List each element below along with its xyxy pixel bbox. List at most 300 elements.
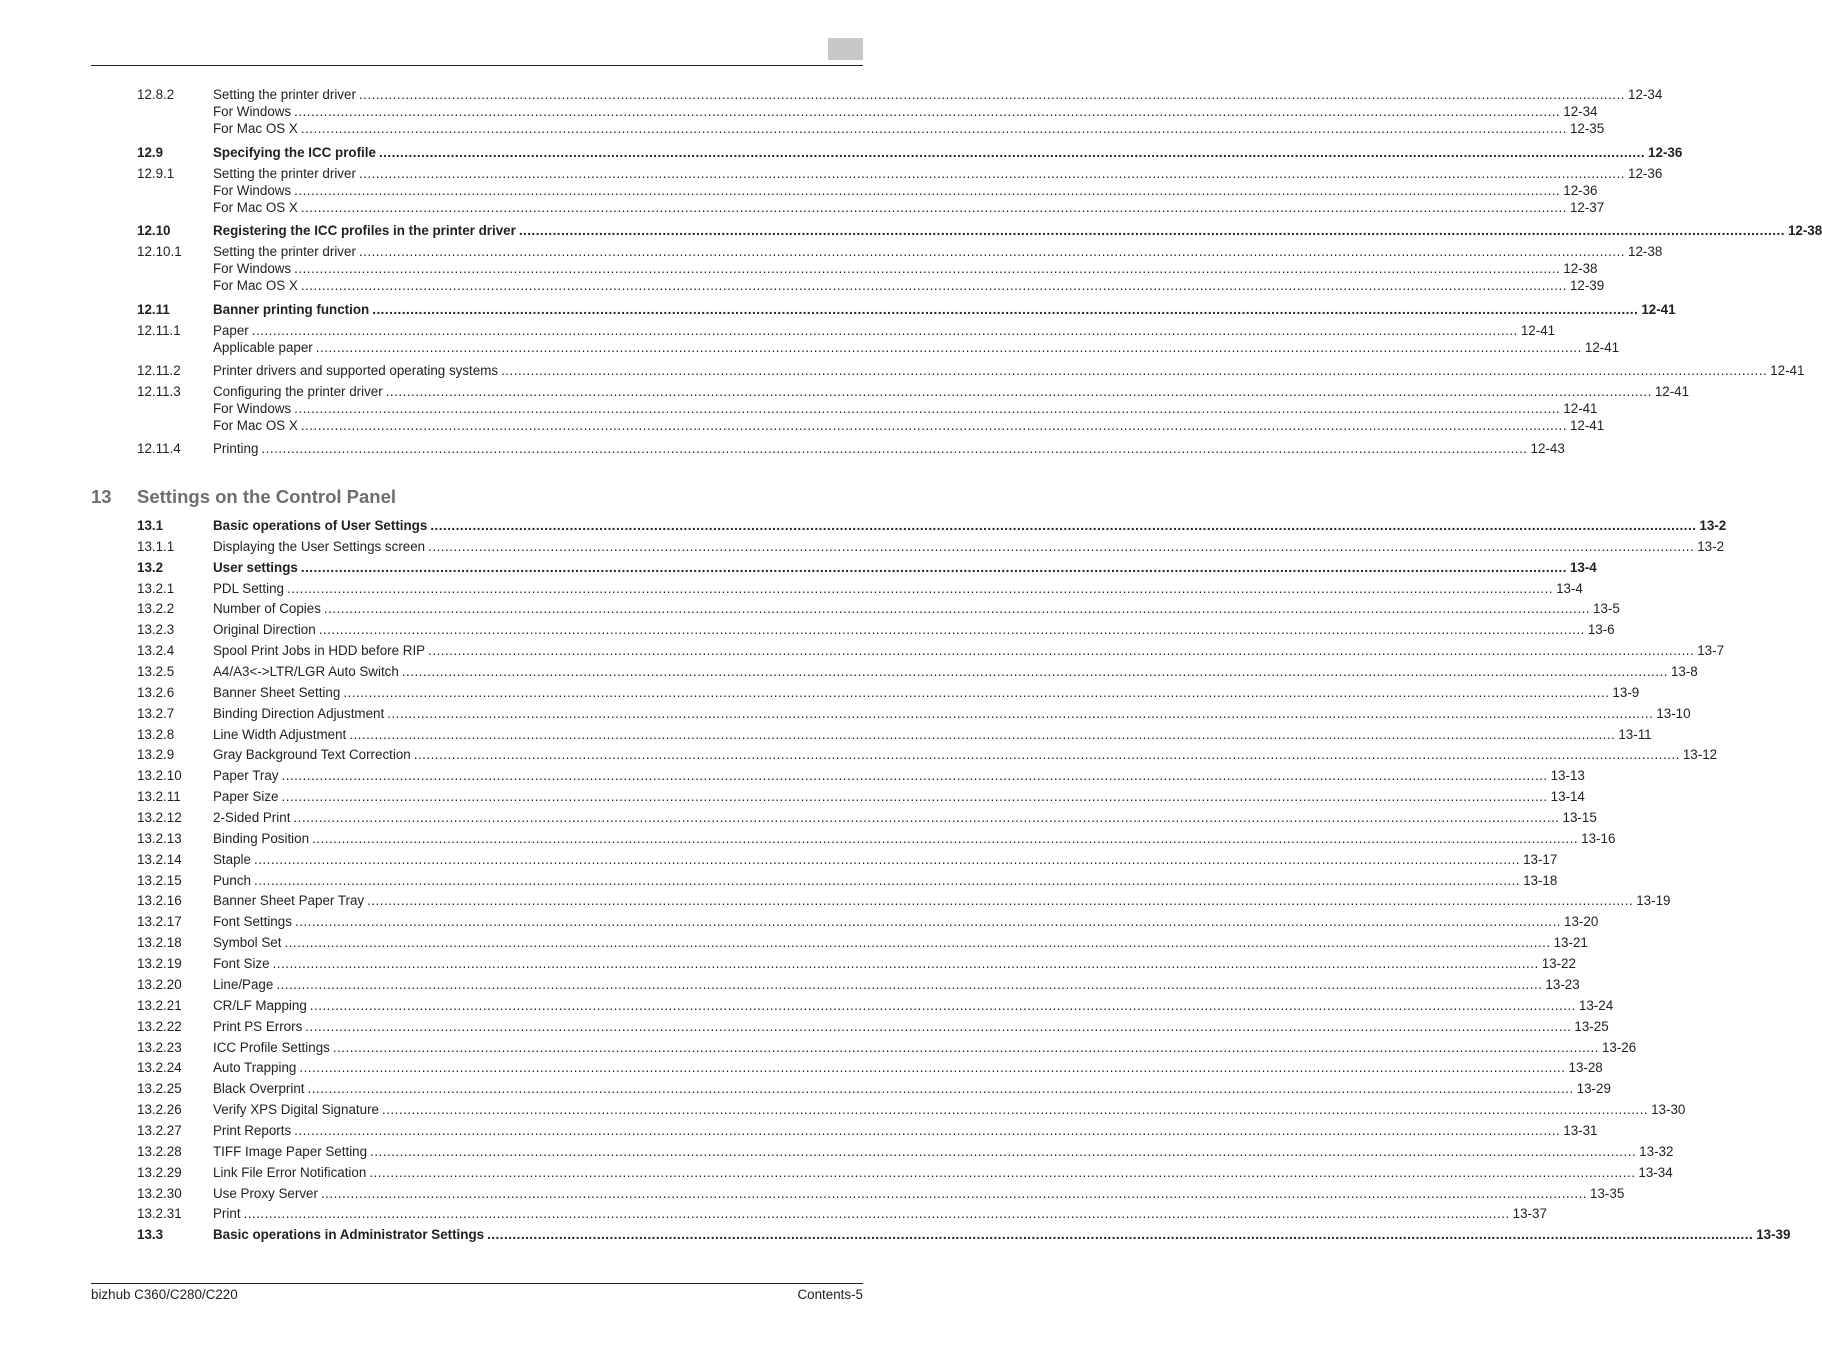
toc-entry-title: Setting the printer driver — [213, 244, 356, 259]
toc-entry-number: 13.2.4 — [137, 643, 175, 658]
toc-entry[interactable] — [137, 1185, 1625, 1202]
toc-entry-title: For Windows — [213, 183, 292, 198]
toc-entry-number: 13.2.20 — [137, 977, 182, 992]
toc-entry-number: 13.2.31 — [137, 1206, 182, 1221]
toc-entry[interactable] — [137, 788, 1585, 805]
toc-entry-title: Binding Position — [213, 831, 310, 846]
toc-entry-line — [213, 165, 1663, 182]
toc-entry-line — [213, 417, 1605, 434]
toc-entry[interactable] — [137, 997, 1614, 1014]
toc-entry-title: Binding Direction Adjustment — [213, 706, 385, 721]
toc-entry-number: 13.2.29 — [137, 1165, 182, 1180]
toc-entry-title: Printer drivers and supported operating systems — [213, 363, 499, 378]
toc-entry-title: Original Direction — [213, 622, 316, 637]
toc-entry-page: 13-20 — [1564, 914, 1599, 929]
toc-entry-page: 13-4 — [1556, 581, 1583, 596]
toc-entry-number: 12.11 — [137, 302, 170, 317]
toc-entry-title: For Mac OS X — [213, 121, 298, 136]
toc-entry-page: 13-31 — [1563, 1123, 1598, 1138]
toc-entry[interactable] — [137, 1039, 1637, 1056]
toc-entry-line — [213, 726, 1652, 743]
toc-entry-page: 13-9 — [1612, 685, 1640, 700]
toc-entry-number: 13.2.23 — [137, 1040, 182, 1055]
toc-entry[interactable] — [137, 260, 1598, 277]
dot-leader: ............................................................................................................................................................................................................................................................................................................ — [312, 831, 1579, 846]
toc-entry-line — [213, 1080, 1611, 1097]
chapter-heading — [91, 485, 863, 509]
toc-entry-page: 12-41 — [1654, 384, 1690, 399]
toc-entry-title: Print Reports — [213, 1123, 292, 1138]
toc-entry-title: Setting the printer driver — [213, 87, 356, 102]
toc-entry-number: 13.2.22 — [137, 1019, 182, 1034]
toc-entry-title: Basic operations of User Settings — [213, 518, 428, 533]
toc-entry[interactable] — [137, 322, 1556, 339]
toc-entry-number: 13.2.2 — [137, 601, 175, 616]
dot-leader: ............................................................................................................................................................................................................................................................................................................ — [358, 244, 1626, 259]
toc-entry-title: Line Width Adjustment — [213, 727, 347, 742]
dot-leader: ............................................................................................................................................................................................................................................................................................................ — [318, 622, 1585, 637]
toc-entry-line — [213, 809, 1597, 826]
toc-entry-number: 13.2.9 — [137, 747, 175, 762]
toc-entry-number: 13.2.19 — [137, 956, 182, 971]
toc-entry-line — [213, 400, 1598, 417]
toc-entry[interactable] — [137, 120, 1605, 137]
toc-entry-page: 12-41 — [1641, 302, 1676, 317]
dot-leader: ............................................................................................................................................................................................................................................................................................................ — [293, 810, 1560, 825]
toc-entry-title: Paper Size — [213, 789, 279, 804]
footer-product-name: bizhub C360/C280/C220 — [91, 1287, 238, 1302]
toc-entry-line — [213, 684, 1640, 701]
toc-entry-page: 12-41 — [1584, 340, 1620, 355]
toc-entry-page: 13-18 — [1523, 873, 1558, 888]
toc-entry[interactable] — [137, 1080, 1611, 1097]
toc-entry-line — [213, 580, 1583, 597]
footer-rule — [91, 1283, 863, 1284]
dot-leader: ............................................................................................................................................................................................................................................................................................................ — [294, 401, 1561, 416]
toc-entry[interactable] — [137, 851, 1558, 868]
toc-entry-page: 12-39 — [1569, 278, 1605, 293]
dot-leader: ............................................................................................................................................................................................................................................................................................................ — [320, 1186, 1588, 1201]
toc-entry-page: 12-41 — [1569, 418, 1605, 433]
dot-leader: ............................................................................................................................................................................................................................................................................................................ — [294, 183, 1561, 198]
footer-page-number: Contents-5 — [797, 1287, 863, 1302]
toc-entry-line — [213, 1205, 1547, 1222]
toc-entry-title: Auto Trapping — [213, 1060, 297, 1075]
toc-entry-title: For Windows — [213, 261, 292, 276]
toc-entry-line — [213, 600, 1620, 617]
toc-entry-line — [213, 788, 1585, 805]
toc-entry-title: Configuring the printer driver — [213, 384, 383, 399]
dot-leader: ............................................................................................................................................................................................................................................................................................................ — [307, 1081, 1574, 1096]
toc-entry-page: 13-10 — [1656, 706, 1691, 721]
toc-entry[interactable] — [137, 199, 1605, 216]
toc-entry-page: 13-37 — [1512, 1206, 1547, 1221]
toc-entry[interactable] — [137, 182, 1598, 199]
toc-entry-title: Punch — [213, 873, 251, 888]
toc-entry-number: 13.2.16 — [137, 893, 182, 908]
dot-leader: ............................................................................................................................................................................................................................................................................................................ — [294, 104, 1561, 119]
dot-leader: ............................................................................................................................................................................................................................................................................................................ — [300, 200, 1567, 215]
dot-leader: ............................................................................................................................................................................................................................................................................................................ — [272, 956, 1539, 971]
toc-entry-page: 13-35 — [1590, 1186, 1625, 1201]
toc-entry-number: 13.2.21 — [137, 998, 182, 1013]
toc-entry-line — [213, 705, 1691, 722]
toc-entry-number: 13.1.1 — [137, 539, 175, 554]
toc-entry-number: 12.11.2 — [137, 363, 181, 378]
toc-entry[interactable] — [137, 892, 1671, 909]
toc-entry[interactable] — [137, 767, 1585, 784]
toc-entry-line — [213, 955, 1576, 972]
toc-entry-page: 13-19 — [1636, 893, 1671, 908]
toc-entry-page: 12-37 — [1569, 200, 1605, 215]
toc-entry[interactable] — [137, 580, 1583, 597]
dot-leader: ............................................................................................................................................................................................................................................................................................................ — [349, 727, 1616, 742]
toc-entry-page: 13-22 — [1541, 956, 1576, 971]
toc-entry[interactable] — [137, 86, 1663, 103]
toc-entry-number: 13.3 — [137, 1227, 164, 1242]
toc-entry-title: Specifying the ICC profile — [213, 145, 376, 160]
dot-leader: ............................................................................................................................................................................................................................................................................................................ — [370, 1144, 1637, 1159]
toc-entry[interactable] — [137, 538, 1725, 555]
toc-entry-line — [213, 322, 1556, 339]
toc-entry-title: Symbol Set — [213, 935, 282, 950]
toc-entry-line — [213, 440, 1565, 457]
toc-entry-number: 13.2.8 — [137, 727, 175, 742]
toc-entry-page: 13-25 — [1574, 1019, 1609, 1034]
toc-entry-title: TIFF Image Paper Setting — [213, 1144, 368, 1159]
toc-entry-title: Basic operations in Administrator Settings — [213, 1227, 485, 1242]
dot-leader: ............................................................................................................................................................................................................................................................................................................ — [413, 747, 1680, 762]
toc-entry-title: Banner Sheet Setting — [213, 685, 341, 700]
toc-entry[interactable] — [137, 663, 1698, 680]
toc-entry-number: 13.2.24 — [137, 1060, 182, 1075]
toc-entry-page: 13-5 — [1593, 601, 1620, 616]
toc-entry-line — [213, 277, 1605, 294]
toc-entry[interactable] — [137, 1101, 1686, 1118]
toc-entry-title: PDL Setting — [213, 581, 284, 596]
dot-leader: ............................................................................................................................................................................................................................................................................................................ — [323, 601, 1591, 616]
toc-entry-line — [213, 362, 1805, 379]
toc-entry[interactable] — [137, 1205, 1547, 1222]
toc-entry-line — [213, 517, 1727, 534]
toc-entry[interactable] — [137, 830, 1616, 847]
toc-entry-line — [213, 1039, 1637, 1056]
toc-entry[interactable] — [137, 1164, 1673, 1181]
toc-entry-line — [213, 1101, 1686, 1118]
toc-entry-line — [213, 260, 1598, 277]
toc-entry-page: 13-24 — [1578, 998, 1614, 1013]
toc-entry[interactable] — [137, 222, 1822, 239]
toc-entry-number: 13.2.7 — [137, 706, 175, 721]
toc-entry-title: Spool Print Jobs in HDD before RIP — [213, 643, 426, 658]
toc-entry-page: 13-4 — [1569, 560, 1597, 575]
dot-leader: ............................................................................................................................................................................................................................................................................................................ — [358, 87, 1626, 102]
toc-entry-title: Banner Sheet Paper Tray — [213, 893, 365, 908]
toc-entry-page: 13-12 — [1682, 747, 1718, 762]
toc-entry-page: 13-15 — [1562, 810, 1597, 825]
toc-entry-number: 12.11.4 — [137, 441, 181, 456]
toc-entry-page: 13-8 — [1670, 664, 1698, 679]
toc-entry[interactable] — [137, 913, 1599, 930]
dot-leader: ............................................................................................................................................................................................................................................................................................................ — [428, 539, 1695, 554]
toc-entry[interactable] — [137, 621, 1615, 638]
toc-entry[interactable] — [137, 440, 1565, 457]
toc-entry[interactable] — [137, 144, 1683, 161]
toc-entry-page: 12-41 — [1770, 363, 1805, 378]
toc-entry[interactable] — [137, 976, 1580, 993]
toc-entry[interactable] — [137, 1018, 1609, 1035]
toc-entry-title: For Windows — [213, 104, 292, 119]
dot-leader: ............................................................................................................................................................................................................................................................................................................ — [299, 1060, 1566, 1075]
dot-leader: ............................................................................................................................................................................................................................................................................................................ — [428, 643, 1695, 658]
toc-entry-title: Line/Page — [213, 977, 274, 992]
toc-entry-line — [213, 339, 1620, 356]
toc-entry-page: 13-29 — [1576, 1081, 1611, 1096]
toc-entry-number: 13.2.13 — [137, 831, 182, 846]
toc-entry-line — [213, 1018, 1609, 1035]
toc-entry-number: 13.2.25 — [137, 1081, 182, 1096]
dot-leader: ............................................................................................................................................................................................................................................................................................................ — [367, 893, 1634, 908]
toc-entry-line — [213, 1143, 1674, 1160]
toc-entry-page: 12-34 — [1628, 87, 1663, 102]
toc-entry-title: Print — [213, 1206, 241, 1221]
toc-entry-title: For Mac OS X — [213, 278, 298, 293]
toc-entry-page: 12-35 — [1569, 121, 1605, 136]
toc-entry[interactable] — [137, 339, 1620, 356]
toc-entry-number: 12.8.2 — [137, 87, 175, 102]
toc-entry-title: Paper Tray — [213, 768, 279, 783]
toc-entry[interactable] — [137, 277, 1605, 294]
toc-entry-number: 12.10.1 — [137, 244, 182, 259]
toc-entry-number: 13.2.14 — [137, 852, 182, 867]
toc-entry-line — [213, 182, 1598, 199]
toc-entry-line — [213, 103, 1598, 120]
dot-leader: ............................................................................................................................................................................................................................................................................................................ — [300, 278, 1567, 293]
toc-entry-line — [213, 222, 1822, 239]
dot-leader: ............................................................................................................................................................................................................................................................................................................ — [387, 706, 1654, 721]
toc-entry-title: User settings — [213, 560, 298, 575]
dot-leader: ............................................................................................................................................................................................................................................................................................................ — [253, 852, 1521, 867]
dot-leader: ............................................................................................................................................................................................................................................................................................................ — [378, 145, 1646, 160]
toc-entry-line — [213, 1226, 1791, 1243]
toc-entry[interactable] — [137, 400, 1598, 417]
toc-entry-number: 13.2.30 — [137, 1186, 182, 1201]
toc-entry[interactable] — [137, 600, 1620, 617]
toc-entry[interactable] — [137, 872, 1558, 889]
toc-entry-page: 12-38 — [1563, 261, 1598, 276]
toc-entry-line — [213, 663, 1698, 680]
toc-entry[interactable] — [137, 243, 1663, 260]
toc-entry-title: For Mac OS X — [213, 200, 298, 215]
toc-entry-line — [213, 621, 1615, 638]
toc-entry-page: 12-36 — [1648, 145, 1683, 160]
toc-entry-line — [213, 301, 1676, 318]
toc-entry-title: Font Size — [213, 956, 270, 971]
dot-leader: ............................................................................................................................................................................................................................................................................................................ — [281, 789, 1548, 804]
toc-entry-page: 13-32 — [1639, 1144, 1674, 1159]
dot-leader: ............................................................................................................................................................................................................................................................................................................ — [385, 384, 1652, 399]
toc-entry[interactable] — [137, 726, 1652, 743]
toc-entry-number: 13.2.11 — [137, 789, 181, 804]
dot-leader: ............................................................................................................................................................................................................................................................................................................ — [358, 166, 1626, 181]
toc-entry-page: 13-16 — [1581, 831, 1616, 846]
toc-entry-title: Font Settings — [213, 914, 292, 929]
toc-entry-line — [213, 872, 1558, 889]
dot-leader: ............................................................................................................................................................................................................................................................................................................ — [487, 1227, 1754, 1242]
toc-entry[interactable] — [137, 955, 1576, 972]
toc-entry-line — [213, 1164, 1673, 1181]
toc-entry-title: For Mac OS X — [213, 418, 298, 433]
toc-entry-page: 13-2 — [1697, 539, 1725, 554]
toc-entry-number: 13.2.12 — [137, 810, 182, 825]
toc-entry-title: Registering the ICC profiles in the printer driver — [213, 223, 516, 238]
toc-entry-page: 12-41 — [1520, 323, 1556, 338]
toc-entry-page: 13-28 — [1568, 1060, 1603, 1075]
dot-leader: ............................................................................................................................................................................................................................................................................................................ — [300, 418, 1567, 433]
toc-entry-line — [213, 976, 1580, 993]
toc-entry-title: Link File Error Notification — [213, 1165, 367, 1180]
dot-leader: ............................................................................................................................................................................................................................................................................................................ — [300, 121, 1567, 136]
dot-leader: ............................................................................................................................................................................................................................................................................................................ — [305, 1019, 1572, 1034]
toc-entry-page: 12-43 — [1530, 441, 1565, 456]
dot-leader: ............................................................................................................................................................................................................................................................................................................ — [276, 977, 1543, 992]
toc-entry-title: A4/A3<->LTR/LGR Auto Switch — [213, 664, 399, 679]
dot-leader: ............................................................................................................................................................................................................................................................................................................ — [286, 581, 1554, 596]
toc-entry-number: 13.2.1 — [137, 581, 175, 596]
toc-entry[interactable] — [137, 934, 1588, 951]
toc-entry[interactable] — [137, 301, 1676, 318]
toc-entry-line — [213, 243, 1663, 260]
dot-leader: ............................................................................................................................................................................................................................................................................................................ — [401, 664, 1668, 679]
toc-entry-number: 13.2.18 — [137, 935, 182, 950]
toc-entry-page: 12-38 — [1628, 244, 1663, 259]
toc-entry-page: 12-36 — [1628, 166, 1663, 181]
toc-entry-page: 13-11 — [1618, 727, 1652, 742]
dot-leader: ............................................................................................................................................................................................................................................................................................................ — [369, 1165, 1636, 1180]
toc-entry[interactable] — [137, 705, 1691, 722]
toc-entry-title: ICC Profile Settings — [213, 1040, 330, 1055]
dot-leader: ............................................................................................................................................................................................................................................................................................................ — [281, 768, 1548, 783]
toc-entry-page: 13-14 — [1550, 789, 1585, 804]
toc-entry-line — [213, 1185, 1625, 1202]
toc-entry-number: 13.2.10 — [137, 768, 182, 783]
toc-entry-line — [213, 383, 1690, 400]
chapter-title: Settings on the Control Panel — [137, 486, 397, 507]
toc-entry-line — [213, 830, 1616, 847]
toc-entry-line — [213, 144, 1683, 161]
toc-entry-title: Black Overprint — [213, 1081, 305, 1096]
toc-entry[interactable] — [137, 559, 1597, 576]
toc-entry-title: 2-Sided Print — [213, 810, 291, 825]
toc-entry-page: 13-23 — [1545, 977, 1580, 992]
dot-leader: ............................................................................................................................................................................................................................................................................................................ — [294, 261, 1561, 276]
toc-entry-number: 13.2 — [137, 560, 164, 575]
toc-entry-title: For Windows — [213, 401, 292, 416]
toc-entry-title: Gray Background Text Correction — [213, 747, 411, 762]
toc-entry-number: 12.11.3 — [137, 384, 181, 399]
toc-entry[interactable] — [137, 417, 1605, 434]
dot-leader: ............................................................................................................................................................................................................................................................................................................ — [501, 363, 1768, 378]
dot-leader: ............................................................................................................................................................................................................................................................................................................ — [243, 1206, 1510, 1221]
toc-entry-title: Applicable paper — [213, 340, 313, 355]
toc-entry-number: 13.2.3 — [137, 622, 175, 637]
toc-entry-title: Verify XPS Digital Signature — [213, 1102, 379, 1117]
dot-leader: ............................................................................................................................................................................................................................................................................................................ — [518, 223, 1785, 238]
dot-leader: ............................................................................................................................................................................................................................................................................................................ — [294, 914, 1562, 929]
toc-entry-line — [213, 559, 1597, 576]
toc-entry-line — [213, 997, 1614, 1014]
toc-entry-title: Number of Copies — [213, 601, 321, 616]
toc-entry[interactable] — [137, 1122, 1598, 1139]
toc-entry[interactable] — [137, 1143, 1674, 1160]
toc-entry-number: 12.10 — [137, 223, 171, 238]
toc-entry[interactable] — [137, 165, 1663, 182]
toc-entry-title: Staple — [213, 852, 251, 867]
toc-entry-line — [213, 86, 1663, 103]
toc-entry[interactable] — [137, 103, 1598, 120]
toc-entry-page: 12-38 — [1787, 223, 1822, 238]
toc-entry-number: 13.2.26 — [137, 1102, 182, 1117]
toc-entry-page: 13-13 — [1550, 768, 1585, 783]
toc-entry[interactable] — [137, 383, 1690, 400]
toc-entry-number: 12.9 — [137, 145, 164, 160]
dot-leader: ............................................................................................................................................................................................................................................................................................................ — [372, 302, 1639, 317]
toc-entry-page: 13-34 — [1638, 1165, 1673, 1180]
toc-entry-line — [213, 767, 1585, 784]
toc-entry[interactable] — [137, 1226, 1791, 1243]
toc-entry[interactable] — [137, 809, 1597, 826]
toc-entry[interactable] — [137, 746, 1718, 763]
toc-entry-number: 13.2.6 — [137, 685, 175, 700]
toc-entry-page: 13-30 — [1651, 1102, 1686, 1117]
toc-entry-title: Print PS Errors — [213, 1019, 303, 1034]
toc-entry-title: CR/LF Mapping — [213, 998, 307, 1013]
toc-entry-page: 12-41 — [1563, 401, 1598, 416]
toc-entry-page: 12-34 — [1563, 104, 1598, 119]
toc-entry-line — [213, 1122, 1598, 1139]
toc-entry-line — [213, 642, 1725, 659]
dot-leader: ............................................................................................................................................................................................................................................................................................................ — [261, 441, 1528, 456]
dot-leader: ............................................................................................................................................................................................................................................................................................................ — [315, 340, 1582, 355]
toc-entry[interactable] — [137, 684, 1640, 701]
toc-entry-line — [213, 199, 1605, 216]
chapter-number: 13 — [91, 486, 112, 507]
dot-leader: ............................................................................................................................................................................................................................................................................................................ — [253, 873, 1521, 888]
toc-entry-line — [213, 913, 1599, 930]
toc-entry[interactable] — [137, 642, 1725, 659]
toc-entry-number: 13.2.27 — [137, 1123, 182, 1138]
toc-entry-title: Banner printing function — [213, 302, 370, 317]
toc-entry[interactable] — [137, 362, 1805, 379]
toc-entry-number: 13.2.28 — [137, 1144, 182, 1159]
toc-entry-title: Printing — [213, 441, 259, 456]
toc-entry-title: Use Proxy Server — [213, 1186, 318, 1201]
toc-entry[interactable] — [137, 517, 1727, 534]
toc-entry[interactable] — [137, 1059, 1603, 1076]
toc-entry-line — [213, 934, 1588, 951]
dot-leader: ............................................................................................................................................................................................................................................................................................................ — [430, 518, 1697, 533]
toc-entry-line — [213, 120, 1605, 137]
toc-entry-line — [213, 746, 1718, 763]
toc-entry-number: 13.2.17 — [137, 914, 182, 929]
dot-leader: ............................................................................................................................................................................................................................................................................................................ — [251, 323, 1518, 338]
dot-leader: ............................................................................................................................................................................................................................................................................................................ — [309, 998, 1576, 1013]
dot-leader: ............................................................................................................................................................................................................................................................................................................ — [300, 560, 1567, 575]
toc-entry-number: 13.2.15 — [137, 873, 182, 888]
toc-entry-number: 13.1 — [137, 518, 164, 533]
toc-entry-number: 13.2.5 — [137, 664, 175, 679]
toc-entry-line — [213, 1059, 1603, 1076]
